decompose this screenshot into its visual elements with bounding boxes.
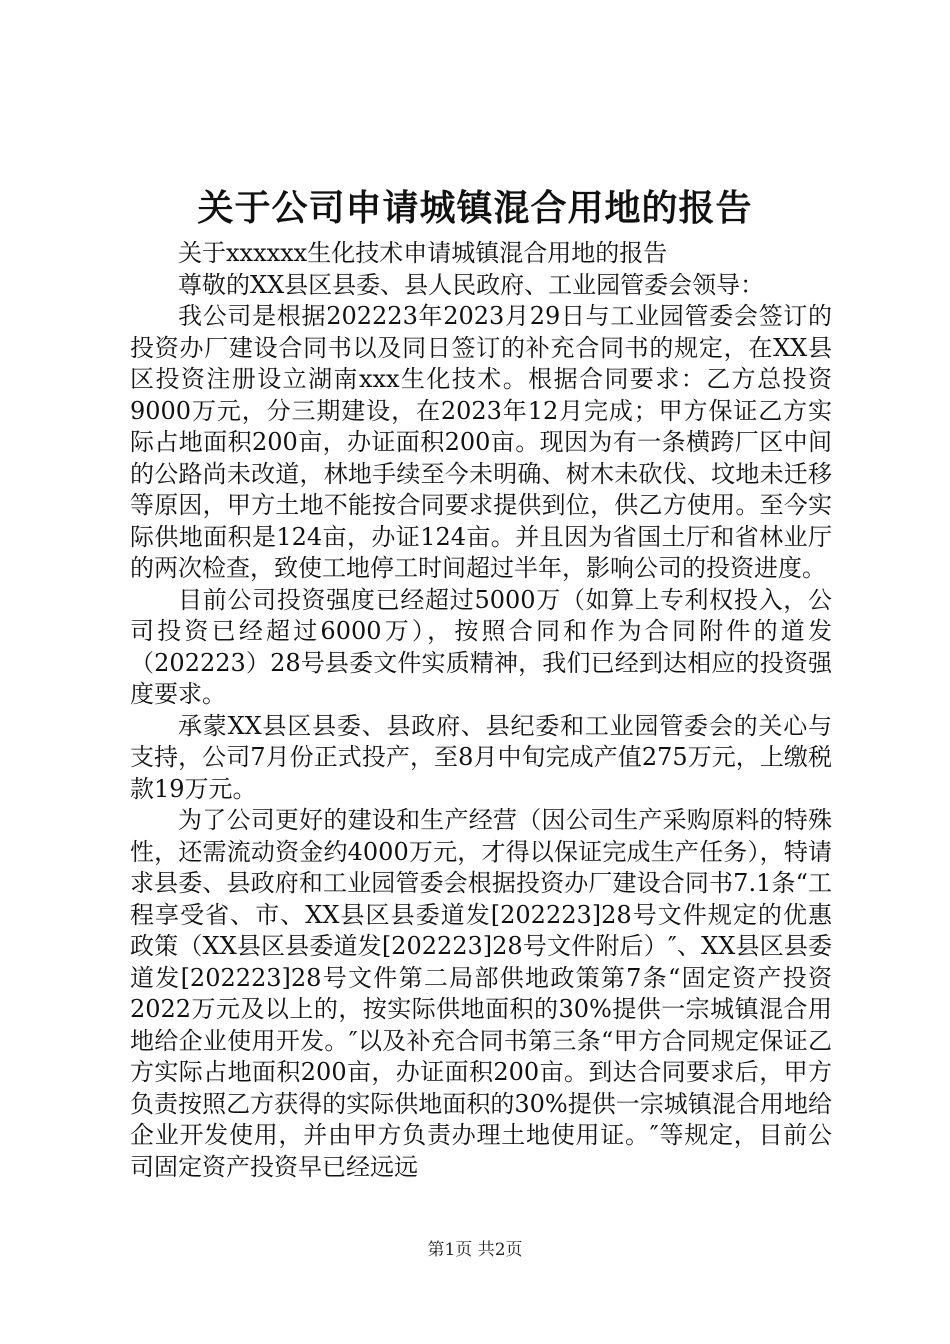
document-title: 关于公司申请城镇混合用地的报告: [197, 187, 753, 229]
body-paragraph: 目前公司投资强度已经超过5000万（如算上专利权投入，公司投资已经超过6000万），按照合同和作为合同附件的道发（202223）28号县委文件实质精神，我们已经到达相应的投资强度要求。: [130, 585, 832, 708]
salutation-paragraph: 尊敬的XX县区县委、县人民政府、工业园管委会领导：: [178, 270, 765, 299]
document-body: [130, 238, 832, 1183]
body-paragraph: 承蒙XX县区县委、县政府、县纪委和工业园管委会的关心与支持，公司7月份正式投产，至8月中旬完成产值275万元，上缴税款19万元。: [130, 711, 832, 803]
body-paragraph: 我公司是根据202223年2023月29日与工业园管委会签订的投资办厂建设合同书以及同日签订的补充合同书的规定，在XX县区投资注册设立湖南xxx生化技术。根据合同要求：乙方总投资9000万元，分三期建设，在2023年12月完成；甲方保证乙方实际占地面积200亩，办证面积200亩。现因为有一条横跨厂区中间的公路尚未改道，林地手续至今未明确、树木未砍伐、坟地未迁移等原因，甲方土地不能按合同要求提供到位，供乙方使用。至今实际供地面积是124亩，办证124亩。并且因为省国土厅和省林业厅的两次检查，致使工地停工时间超过半年，影响公司的投资进度。: [130, 302, 832, 582]
subtitle-paragraph: 关于xxxxxx生化技术申请城镇混合用地的报告: [178, 239, 668, 267]
page-footer: 第1页 共2页: [427, 1240, 523, 1260]
body-paragraph: 为了公司更好的建设和生产经营（因公司生产采购原料的特殊性，还需流动资金约4000万元，才得以保证完成生产任务），特请求县委、县政府和工业园管委会根据投资办厂建设合同书7.1条“工程享受省、市、XX县区县委道发[202223]28号文件规定的优惠政策（XX县区县委道发[202223]28号文件附后）″、XX县区县委道发[202223]28号文件第二局部供地政策第7条“固定资产投资2022万元及以上的，按实际供地面积的30%提供一宗城镇混合用地给企业使用开发。″以及补充合同书第三条“甲方合同规定保证乙方实际占地面积200亩，办证面积200亩。到达合同要求后，甲方负责按照乙方获得的实际供地面积的30%提供一宗城镇混合用地给企业开发使用，并由甲方负责办理土地使用证。″等规定，目前公司固定资产投资早已经远远: [130, 806, 832, 1181]
